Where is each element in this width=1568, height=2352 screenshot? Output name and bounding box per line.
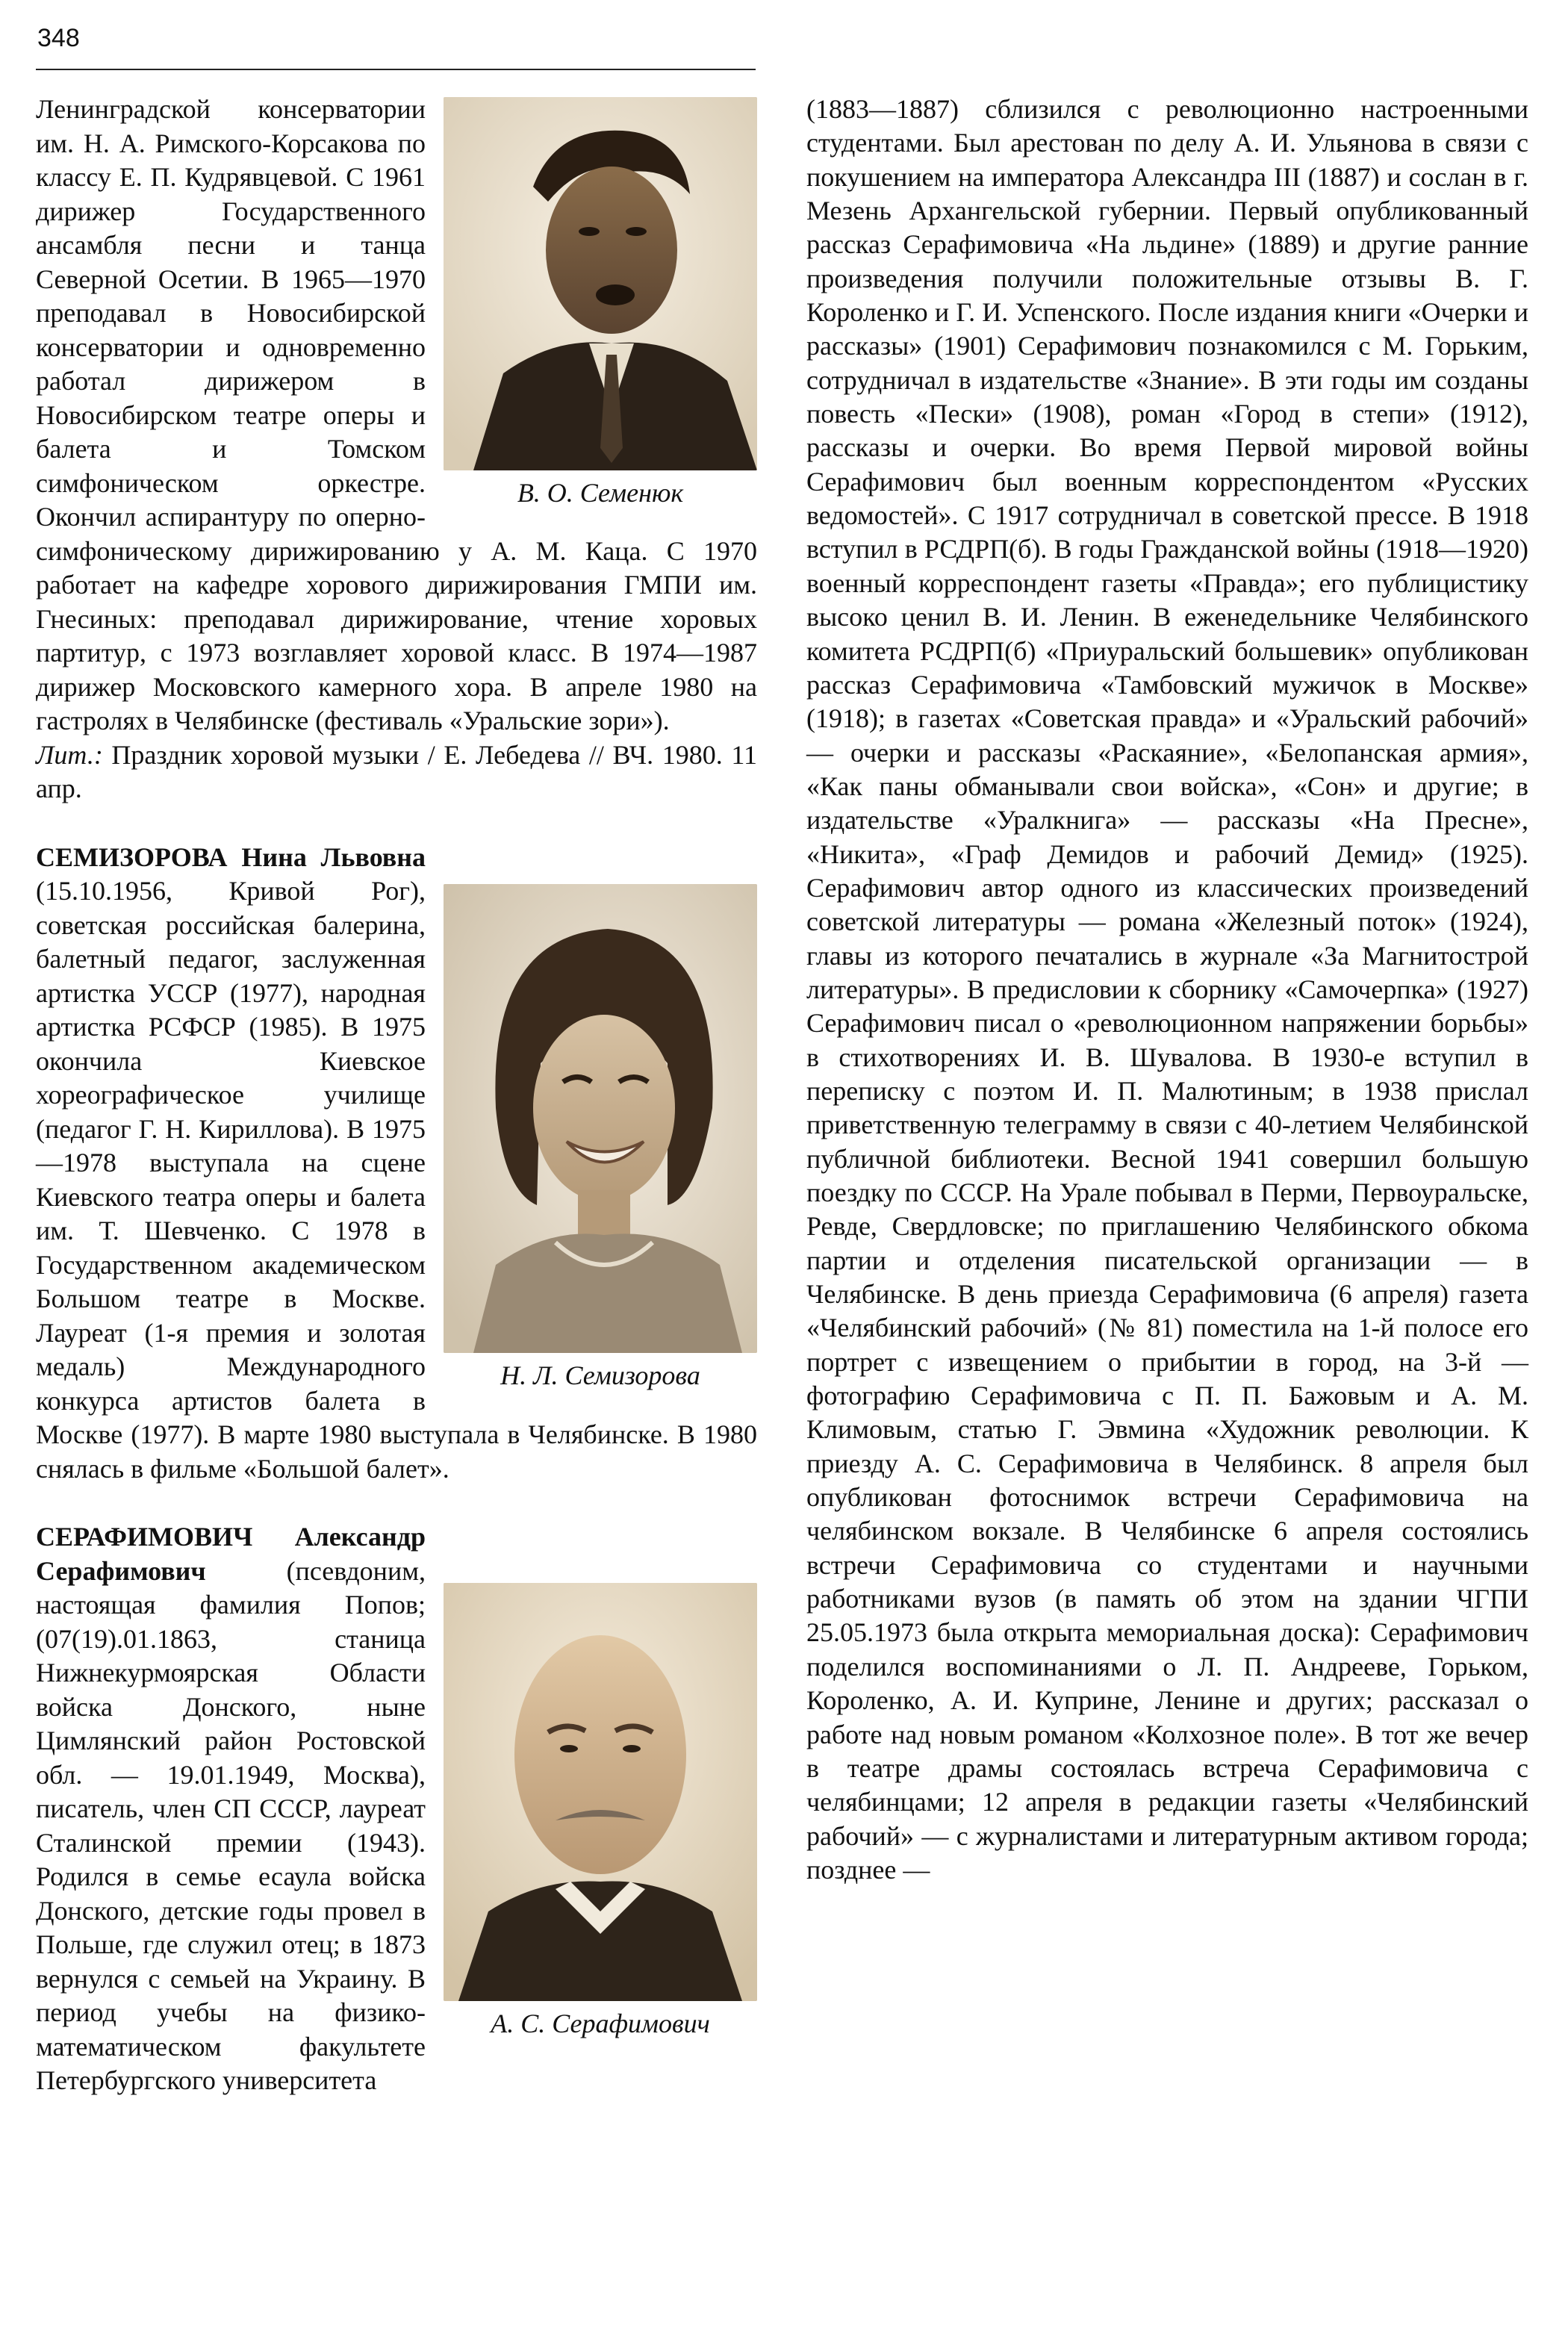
caption-serafimovich: А. С. Серафимович bbox=[491, 2009, 710, 2038]
headword-semizorova: СЕМИЗОРОВА Нина Львовна bbox=[36, 841, 426, 872]
serafimovich-continuation: (1883—1887) сблизился с революционно настроенными студентами. Был арестован по делу А. И. Ульянова в связи с покушением на императора Александра III (1887) и сослан в г. Мезень Архангельской губернии. Первый опубликованный рассказ Серафимовича «На льдине» (1889) и другие ранние произведения получили положительные отзывы В. Г. Короленко и Г. И. Успенского. После издания книги «Очерки и рассказы» (1901) Серафимович познакомился с М. Горьким, сотрудничал в издательстве «Знание». В эти годы им созданы повесть «Пески» (1908), роман «Город в степи» (1912), рассказы и очерки. Во время Первой мировой войны Серафимович был военным корреспондентом «Русских ведомостей». С 1917 сотрудничал в советской прессе. В 1918 вступил в РСДРП(б). В годы Гражданской войны (1918—1920) военный корреспондент газеты «Правда»; его публицистику высоко ценил В. И. Ленин. В еженедельнике Челябинского комитета РСДРП(б) «Приуральский большевик» опубликован рассказ Серафимовича «Тамбовский мужичок в Москве» (1918); в газетах «Советская правда» и «Уральский рабочий» — очерки и рассказы «Раскаяние», «Белопанская армия», «Как паны обманывали свои войска», «Сон» и другие; в издательстве «Уралкнига» — рассказы «На Пресне», «Никита», «Граф Демидов и рабочий Демид» (1925). Серафимович автор одного из классических произведений советской литературы — романа «Железный поток» (1924), главы из которого печатались в журнале «За Магнитострой литературы». В предисловии к сборнику «Самочерпка» (1927) Серафимович писал о «революционном напряжении борьбы» в стихотворениях И. В. Шувалова. В 1930-е вступил в переписку с поэтом И. П. Малютиным; в 1938 прислал приветственную телеграмму в связи с 40-летием Челябинской публичной библиотеки. Весной 1941 совершил большую поездку по СССР. На Урале побывал в Перми, Первоуральске, Ревде, Свердловске; по приглашению Челябинского обкома партии и отделения писательской организации — в Челябинске. В день приезда Серафимовича (6 апреля) газета «Челябинский рабочий» (№ 81) поместила на 1-й полосе его портрет с извещением о прибытии в город, на 3-й — фотографию Серафимовича с П. П. Бажовым и А. М. Климовым, статью Г. Эвмина «Художник революции. К приезду А. С. Серафимовича в Челябинск. 8 апреля был опубликован фотоснимок встречи Серафимовича на челябинском вокзале. В Челябинске 6 апреля состоялись встречи Серафимовича со студентами и научными работниками вузов (в память об этом на здании ЧГПИ 25.05.1973 была открыта мемориальная доска): Серафимович поделился воспоминаниями о Л. П. Андрееве, Горьком, Короленко, А. И. Куприне, Ленине и других; рассказал о работе над новым романом «Колхозное поле». В тот же вечер в театре драмы состоялась встреча Серафимовича с челябинцами; 12 апреля в редакции газеты «Челябинский рабочий» — с журналистами и литературным активом города; позднее — bbox=[806, 94, 1528, 1885]
serafimovich-body: (псевдоним, настоящая фамилия Попов; (07(19).01.1863, станица Нижнекурмоярская Области войска Донского, ныне Цимлянский район Ростовской обл. — 19.01.1949, Москва), писатель, член СП СССР, лауреат Сталинской премии (1943). Родился в семье есаула войска Донского, детские годы провел в Польше, где служил отец; в 1873 вернулся с семьей на Украину. В период учебы на физико-математическом факультете Петербургского университета bbox=[36, 1555, 426, 2095]
figure-semizorova bbox=[444, 884, 757, 1393]
figure-serafimovich bbox=[444, 1583, 757, 2041]
literature-text: Праздник хоровой музыки / Е. Лебедева // ВЧ. 1980. 11 апр. bbox=[36, 739, 757, 803]
left-column bbox=[36, 93, 757, 2098]
portrait-semenyuk bbox=[444, 97, 757, 470]
intro-text: Ленинградской консерватории им. Н. А. Римского-Корсакова по классу Е. П. Кудрявцевой. С 1961 дирижер Государственного ансамбля песни и танца Северной Осетии. В 1965—1970 преподавал в Новосибирской консерватории и одновременно работал дирижером в Новосибирском театре оперы и балета и Томском симфоническом оркестре. Окончил аспирантуру по оперно-симфоническому дирижированию у А. М. Каца. С 1970 работает на кафедре хорового дирижирования ГМПИ им. Гнесиных: преподавал дирижирование, чтение хоровых партитур, с 1973 возглавляет хоровой класс. В 1974—1987 дирижер Московского камерного хора. В апреле 1980 на гастролях в Челябинске (фестиваль «Уральские зори»). bbox=[36, 94, 757, 735]
portrait-photo-icon bbox=[444, 1583, 757, 2001]
right-column bbox=[806, 93, 1528, 1887]
header-rule bbox=[36, 69, 756, 70]
caption-semenyuk: В. О. Семенюк bbox=[517, 478, 684, 508]
entry-serafimovich bbox=[36, 1520, 757, 2098]
headword-serafimovich: СЕРАФИМОВИЧ Александр Серафимович bbox=[36, 1522, 426, 1586]
portrait-semizorova bbox=[444, 884, 757, 1353]
portrait-photo-icon bbox=[444, 97, 757, 470]
portrait-serafimovich bbox=[444, 1583, 757, 2001]
literature-label: Лит.: bbox=[36, 739, 103, 770]
figure-semenyuk bbox=[444, 97, 757, 511]
page-number: 348 bbox=[37, 24, 80, 52]
caption-semizorova: Н. Л. Семизорова bbox=[500, 1360, 700, 1390]
semizorova-body: (15.10.1956, Кривой Рог), советская российская балерина, балетный педагог, заслуженная артистка УССР (1977), народная артистка РСФСР (1985). В 1975 окончила Киевское хореографическое училище (педагог Г. Н. Кириллова). В 1975—1978 выступала на сцене Киевского театра оперы и балета им. Т. Шевченко. С 1978 в Государственном академическом Большом театре в Москве. Лауреат (1-я премия и золотая медаль) Международного конкурса артистов балета в Москве (1977). В марте 1980 выступала в Челябинске. В 1980 снялась в фильме «Большой балет». bbox=[36, 876, 757, 1484]
portrait-photo-icon bbox=[444, 884, 757, 1353]
entry-semizorova bbox=[36, 841, 757, 1487]
